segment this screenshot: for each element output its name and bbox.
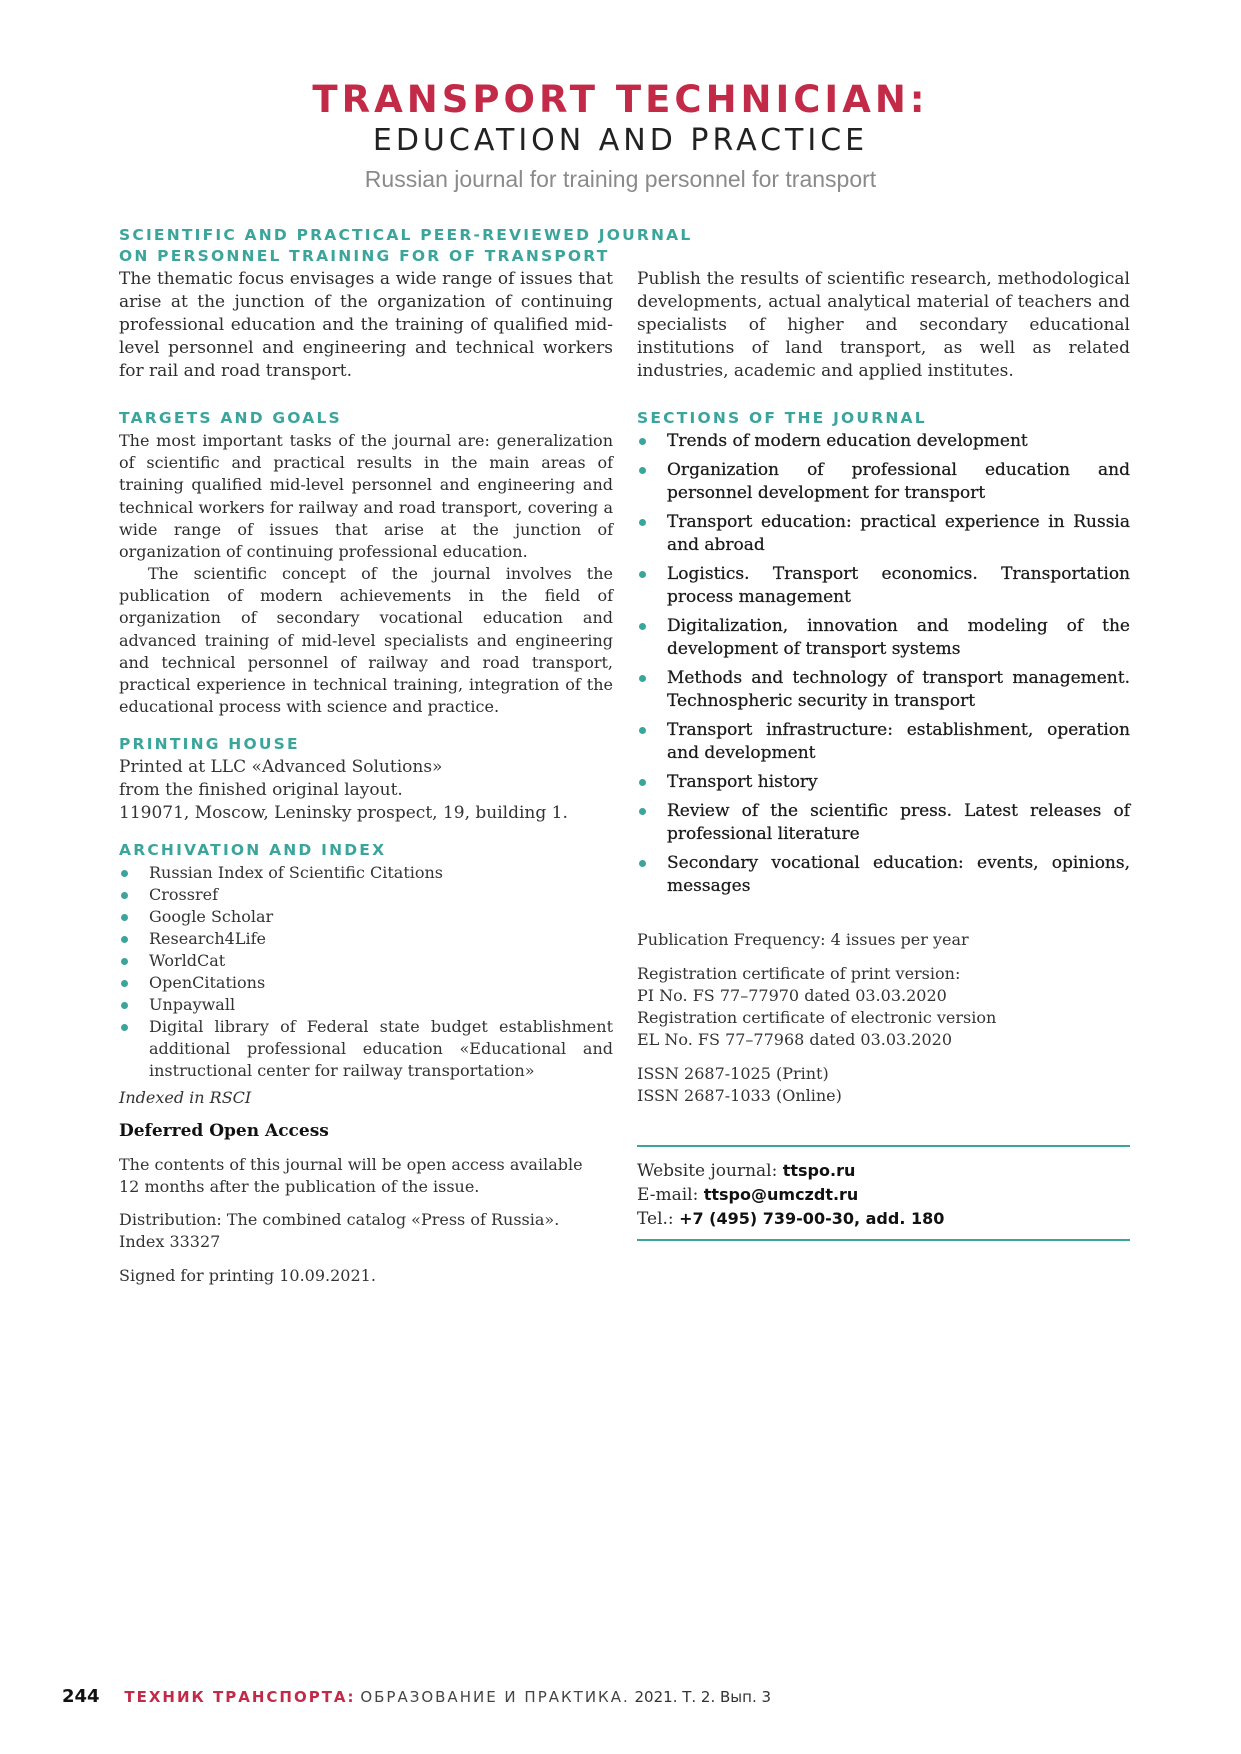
printing-house-block [119, 756, 613, 825]
email-link[interactable]: ttspo@umczdt.ru [703, 1185, 859, 1204]
bullet-dot-icon [121, 936, 128, 943]
printing-line-1: Printed at LLC «Advanced Solutions» [119, 757, 443, 777]
distribution-block [119, 1209, 613, 1253]
list-item: Russian Index of Scientific Citations [119, 862, 613, 884]
bullet-dot-icon [639, 438, 646, 445]
bullet-dot-icon [639, 779, 646, 786]
targets-paragraph-1: The most important tasks of the journal are: generalization of scientific and practical results in the main areas of training qualified mid-level personnel and engineering and technical workers for railway and road transport, covering a wide range of issues that arise at the junction of organization of continuing professional education. [119, 431, 613, 562]
bullet-dot-icon [121, 892, 128, 899]
email-label: E-mail: [637, 1185, 699, 1205]
printing-line-3: 119071, Moscow, Leninsky prospect, 19, building 1. [119, 803, 568, 823]
distribution-line-1: Distribution: The combined catalog «Press of Russia». [119, 1210, 560, 1229]
website-line [637, 1159, 1130, 1183]
intro-heading-line2: ON PERSONNEL TRAINING FOR OF TRANSPORT [119, 247, 610, 265]
sections-heading: SECTIONS OF THE JOURNAL [637, 409, 927, 427]
list-item: Digitalization, innovation and modeling of the development of transport systems [637, 615, 1130, 661]
registration-line-3: Registration certificate of electronic version [637, 1008, 997, 1027]
signed-for-printing: Signed for printing 10.09.2021. [119, 1266, 376, 1285]
list-item: Research4Life [119, 928, 613, 950]
page-number: 244 [62, 1686, 100, 1707]
footer-issue: 2021. Т. 2. Вып. 3 [634, 1688, 772, 1706]
list-item: Unpaywall [119, 994, 613, 1016]
list-item: Secondary vocational education: events, opinions, messages [637, 852, 1130, 898]
open-access-text: The contents of this journal will be open access available 12 months after the publication of the issue. [119, 1155, 583, 1196]
list-item: Transport infrastructure: establishment, operation and development [637, 719, 1130, 765]
bullet-dot-icon [639, 571, 646, 578]
printing-heading: PRINTING HOUSE [119, 735, 300, 753]
list-item: Methods and technology of transport management. Technospheric security in transport [637, 667, 1130, 713]
list-item: Google Scholar [119, 906, 613, 928]
list-item: Transport history [637, 771, 1130, 794]
registration-block [637, 963, 1130, 1051]
bullet-dot-icon [639, 675, 646, 682]
bullet-dot-icon [639, 860, 646, 867]
contacts-bottom-divider [637, 1239, 1130, 1241]
list-item: WorldCat [119, 950, 613, 972]
targets-paragraph-2: The scientific concept of the journal involves the publication of modern achievements in the field of organization of secondary vocational education and advanced training of mid-level specialists and engineering and technical personnel of railway and road transport, practical experience in technical training, integration of the educational process with science and practice. [119, 564, 613, 717]
bullet-dot-icon [121, 914, 128, 921]
bullet-dot-icon [121, 1002, 128, 1009]
sections-list [637, 430, 1130, 904]
intro-left-text: The thematic focus envisages a wide range of issues that arise at the junction of the organization of continuing professional education and the training of qualified mid-level personnel and engineering and technical workers for rail and road transport. [119, 269, 613, 381]
publication-frequency: Publication Frequency: 4 issues per year [637, 930, 969, 949]
masthead [0, 78, 1241, 194]
bullet-dot-icon [639, 623, 646, 630]
registration-line-1: Registration certificate of print version: [637, 964, 961, 983]
bullet-dot-icon [639, 519, 646, 526]
intro-heading-line1: SCIENTIFIC AND PRACTICAL PEER-REVIEWED JOURNAL [119, 226, 693, 244]
archivation-heading: ARCHIVATION AND INDEX [119, 841, 387, 859]
footer-journal-title: ТЕХНИК ТРАНСПОРТА: [124, 1688, 356, 1706]
bullet-dot-icon [639, 808, 646, 815]
open-access-heading: Deferred Open Access [119, 1121, 329, 1141]
tel-line [637, 1207, 1130, 1231]
archivation-list [119, 862, 613, 1082]
bullet-dot-icon [639, 727, 646, 734]
bullet-dot-icon [121, 980, 128, 987]
email-line [637, 1183, 1130, 1207]
contacts-block [637, 1159, 1130, 1231]
distribution-index: Index 33327 [119, 1232, 221, 1251]
journal-title: TRANSPORT TECHNICIAN: [312, 78, 929, 121]
list-item: Crossref [119, 884, 613, 906]
intro-right-text: Publish the results of scientific research, methodological developments, actual analytical material of teachers and specialists of higher and secondary educational institutions of land transport, as well as related industries, academic and applied institutes. [637, 269, 1130, 381]
printing-line-2: from the finished original layout. [119, 780, 403, 800]
issn-print: ISSN 2687-1025 (Print) [637, 1064, 829, 1083]
indexed-note: Indexed in RSCI [119, 1088, 252, 1107]
issn-block [637, 1063, 1130, 1107]
bullet-dot-icon [121, 958, 128, 965]
targets-heading: TARGETS AND GOALS [119, 409, 342, 427]
journal-subtitle: EDUCATION AND PRACTICE [372, 123, 869, 158]
footer-journal-subtitle: ОБРАЗОВАНИЕ И ПРАКТИКА. [360, 1688, 630, 1706]
page-footer [62, 1686, 771, 1708]
registration-line-4: EL No. FS 77–77968 dated 03.03.2020 [637, 1030, 953, 1049]
website-link[interactable]: ttspo.ru [782, 1161, 856, 1180]
list-item: Logistics. Transport economics. Transportation process management [637, 563, 1130, 609]
tel-number[interactable]: +7 (495) 739-00-30, add. 180 [679, 1209, 945, 1228]
journal-tagline: Russian journal for training personnel for transport [364, 166, 877, 192]
list-item: OpenCitations [119, 972, 613, 994]
registration-line-2: PI No. FS 77–77970 dated 03.03.2020 [637, 986, 947, 1005]
list-item: Organization of professional education and personnel development for transport [637, 459, 1130, 505]
bullet-dot-icon [121, 1024, 128, 1031]
website-label: Website journal: [637, 1161, 778, 1181]
list-item: Review of the scientific press. Latest releases of professional literature [637, 800, 1130, 846]
issn-online: ISSN 2687-1033 (Online) [637, 1086, 842, 1105]
list-item: Trends of modern education development [637, 430, 1130, 453]
list-item: Digital library of Federal state budget establishment additional professional education «Educational and instructional center for railway transportation» [119, 1016, 613, 1082]
bullet-dot-icon [639, 467, 646, 474]
list-item: Transport education: practical experience in Russia and abroad [637, 511, 1130, 557]
tel-label: Tel.: [637, 1209, 674, 1229]
bullet-dot-icon [121, 870, 128, 877]
contacts-top-divider [637, 1145, 1130, 1147]
